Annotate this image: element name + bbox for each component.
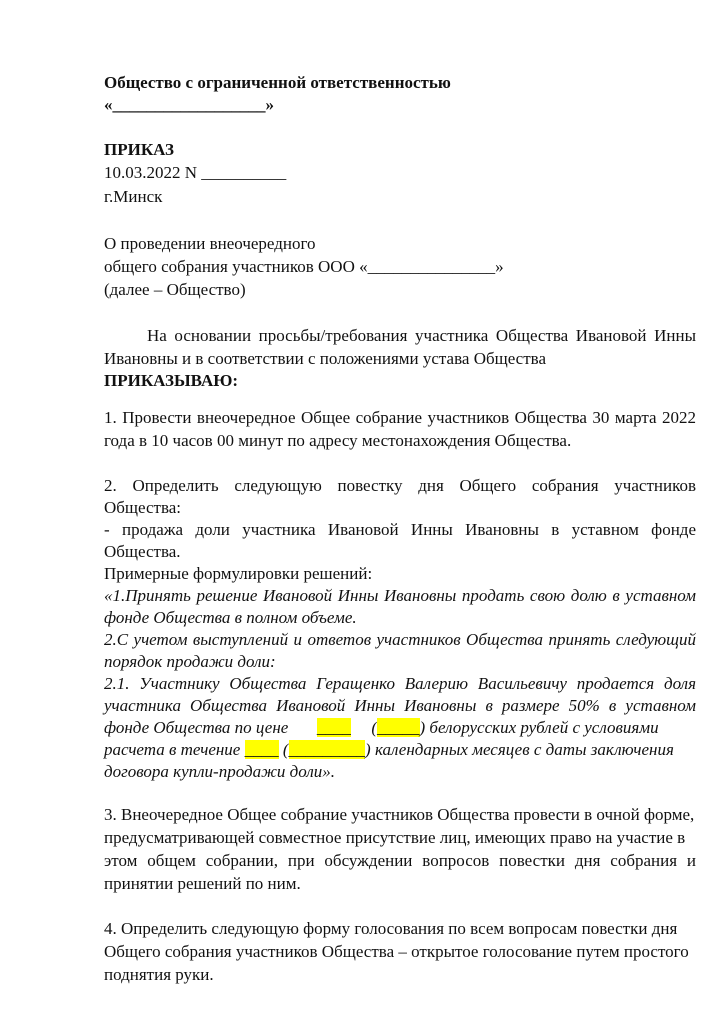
decision21-line-2: участника Общества Ивановой Инны Ивановны в размере 50% в уставном xyxy=(104,696,696,715)
subject-line-2: общего собрания участников ООО «_______________» xyxy=(104,257,504,276)
decision21-line-3-start: фонде Общества по цене xyxy=(104,718,289,737)
decision21-line-3-end: ) белорусских рублей с условиями xyxy=(419,718,659,737)
decision1-line-1: «1.Принять решение Ивановой Инны Ивановны продать свою долю в уставном xyxy=(104,586,696,605)
order-date-number: 10.03.2022 N __________ xyxy=(104,163,287,182)
decision21-line-4-end: ) календарных месяцев с даты заключения xyxy=(365,740,674,759)
price-paren-open: ( xyxy=(371,718,377,737)
decision21-line-4-start: расчета в течение xyxy=(104,740,241,759)
price-words-blank: _____ xyxy=(377,718,420,737)
item2-line-4: Общества. xyxy=(104,542,181,561)
subject-line-3: (далее – Общество) xyxy=(104,280,246,299)
item3-line-3: этом общем собрании, при обсуждении вопросов повестки дня собрания и xyxy=(104,851,696,870)
item2-line-3: - продажа доли участника Ивановой Инны Ивановны в уставном фонде xyxy=(104,520,696,539)
item3-line-2: предусматривающей совместное присутствие лиц, имеющих право на участие в xyxy=(104,828,686,847)
item1-line-2: года в 10 часов 00 минут по адресу местонахождения Общества. xyxy=(104,431,572,450)
months-paren-open: ( xyxy=(282,740,289,759)
decision2-line-2: порядок продажи доли: xyxy=(104,652,276,671)
decision21-line-3 xyxy=(104,717,696,739)
price-blank: ____ xyxy=(316,718,351,737)
subject-line-1: О проведении внеочередного xyxy=(104,234,316,253)
item4-line-3: поднятия руки. xyxy=(104,965,214,984)
months-blank: ____ xyxy=(244,740,279,759)
decision21-line-1: 2.1. Участнику Общества Геращенко Валерию Васильевичу продается доля xyxy=(104,674,696,693)
decision21-line-5: договора купли-продажи доли». xyxy=(104,762,335,781)
preamble-line-1: На основании просьбы/требования участника Общества Ивановой Инны xyxy=(147,326,696,345)
preamble-line-2: Ивановны и в соответствии с положениями устава Общества xyxy=(104,349,546,368)
company-name-blank: «__________________» xyxy=(104,95,274,114)
order-city: г.Минск xyxy=(104,187,163,206)
item1-line-1: 1. Провести внеочередное Общее собрание участников Общества 30 марта 2022 xyxy=(104,408,696,427)
order-title: ПРИКАЗ xyxy=(104,140,174,159)
item4-line-1: 4. Определить следующую форму голосования по всем вопросам повестки дня xyxy=(104,919,678,938)
item3-line-1: 3. Внеочередное Общее собрание участников Общества провести в очной форме, xyxy=(104,805,695,824)
order-word: ПРИКАЗЫВАЮ: xyxy=(104,371,239,390)
decisions-heading: Примерные формулировки решений: xyxy=(104,564,373,583)
decision1-line-2: фонде Общества в полном объеме. xyxy=(104,608,357,627)
item2-line-1: 2. Определить следующую повестку дня Общего собрания участников xyxy=(104,476,696,495)
decision21-line-4 xyxy=(104,739,696,761)
item3-line-4: принятии решений по ним. xyxy=(104,874,301,893)
item2-line-2: Общества: xyxy=(104,498,182,517)
months-words-blank: _________ xyxy=(288,740,366,759)
item4-line-2: Общего собрания участников Общества – открытое голосование путем простого xyxy=(104,942,689,961)
decision2-line-1: 2.С учетом выступлений и ответов участников Общества принять следующий xyxy=(104,630,696,649)
company-type: Общество с ограниченной ответственностью xyxy=(104,73,451,92)
